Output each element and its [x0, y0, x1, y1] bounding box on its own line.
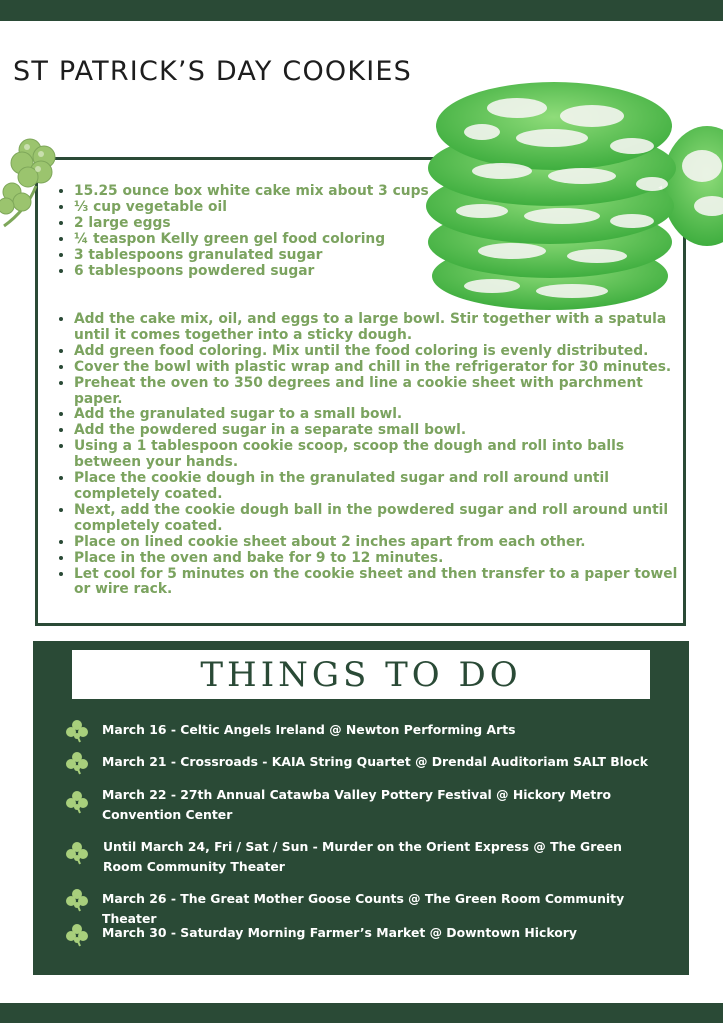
ingredient-item: • ⅓ cup vegetable oil	[74, 200, 484, 216]
event-item: Until March 24, Fri / Sat / Sun - Murder on the Orient Express @ The Green Room Community Theater	[103, 839, 622, 874]
ingredient-item: • 2 large eggs	[74, 216, 484, 232]
direction-step: • Using a 1 tablespoon cookie scoop, scoop the dough and roll into balls between your hands.	[74, 439, 694, 471]
shamrock-icon	[65, 888, 89, 912]
event-item: March 22 - 27th Annual Catawba Valley Pottery Festival @ Hickory Metro Convention Center	[102, 787, 611, 822]
direction-step: • Preheat the oven to 350 degrees and line a cookie sheet with parchment paper.	[74, 376, 694, 408]
ingredient-item: • 3 tablespoons granulated sugar	[74, 248, 484, 264]
direction-step: • Add the granulated sugar to a small bowl.	[74, 407, 694, 423]
events-title: THINGS TO DO	[72, 650, 650, 699]
shamrock-icon	[65, 790, 89, 814]
directions-list	[54, 312, 694, 598]
ingredients-list	[54, 184, 484, 279]
direction-step: • Add green food coloring. Mix until the food coloring is evenly distributed.	[74, 344, 694, 360]
shamrock-icon	[65, 923, 89, 947]
direction-step: • Cover the bowl with plastic wrap and chill in the refrigerator for 30 minutes.	[74, 360, 694, 376]
event-item: March 16 - Celtic Angels Ireland @ Newton Performing Arts	[102, 722, 516, 737]
direction-step: • Place in the oven and bake for 9 to 12 minutes.	[74, 551, 694, 567]
shamrock-icon	[65, 751, 89, 775]
ingredient-item: • 6 tablespoons powdered sugar	[74, 264, 484, 280]
event-item: March 21 - Crossroads - KAIA String Quartet @ Drendal Auditoriam SALT Block	[102, 754, 648, 769]
cookie-stack-image	[422, 66, 723, 316]
event-item: March 30 - Saturday Morning Farmer’s Market @ Downtown Hickory	[102, 925, 577, 940]
direction-step: • Next, add the cookie dough ball in the powdered sugar and roll around until completely coated.	[74, 503, 694, 535]
direction-step: • Place on lined cookie sheet about 2 inches apart from each other.	[74, 535, 694, 551]
ingredient-item: • 15.25 ounce box white cake mix about 3 cups	[74, 184, 484, 200]
direction-step: • Add the cake mix, oil, and eggs to a large bowl. Stir together with a spatula until it comes together into a sticky dough.	[74, 312, 694, 344]
direction-step: • Place the cookie dough in the granulated sugar and roll around until completely coated.	[74, 471, 694, 503]
page-title: ST PATRICK’S DAY COOKIES	[13, 56, 413, 87]
ingredient-item: • ¼ teaspon Kelly green gel food coloring	[74, 232, 484, 248]
bottom-bar	[0, 1003, 723, 1023]
direction-step: • Add the powdered sugar in a separate small bowl.	[74, 423, 694, 439]
event-item: March 26 - The Great Mother Goose Counts @ The Green Room Community Theater	[102, 891, 625, 926]
direction-step: • Let cool for 5 minutes on the cookie sheet and then transfer to a paper towel or wire rack.	[74, 567, 694, 599]
shamrock-icon	[65, 719, 89, 743]
top-bar	[0, 0, 723, 21]
shamrock-icon	[65, 841, 89, 865]
